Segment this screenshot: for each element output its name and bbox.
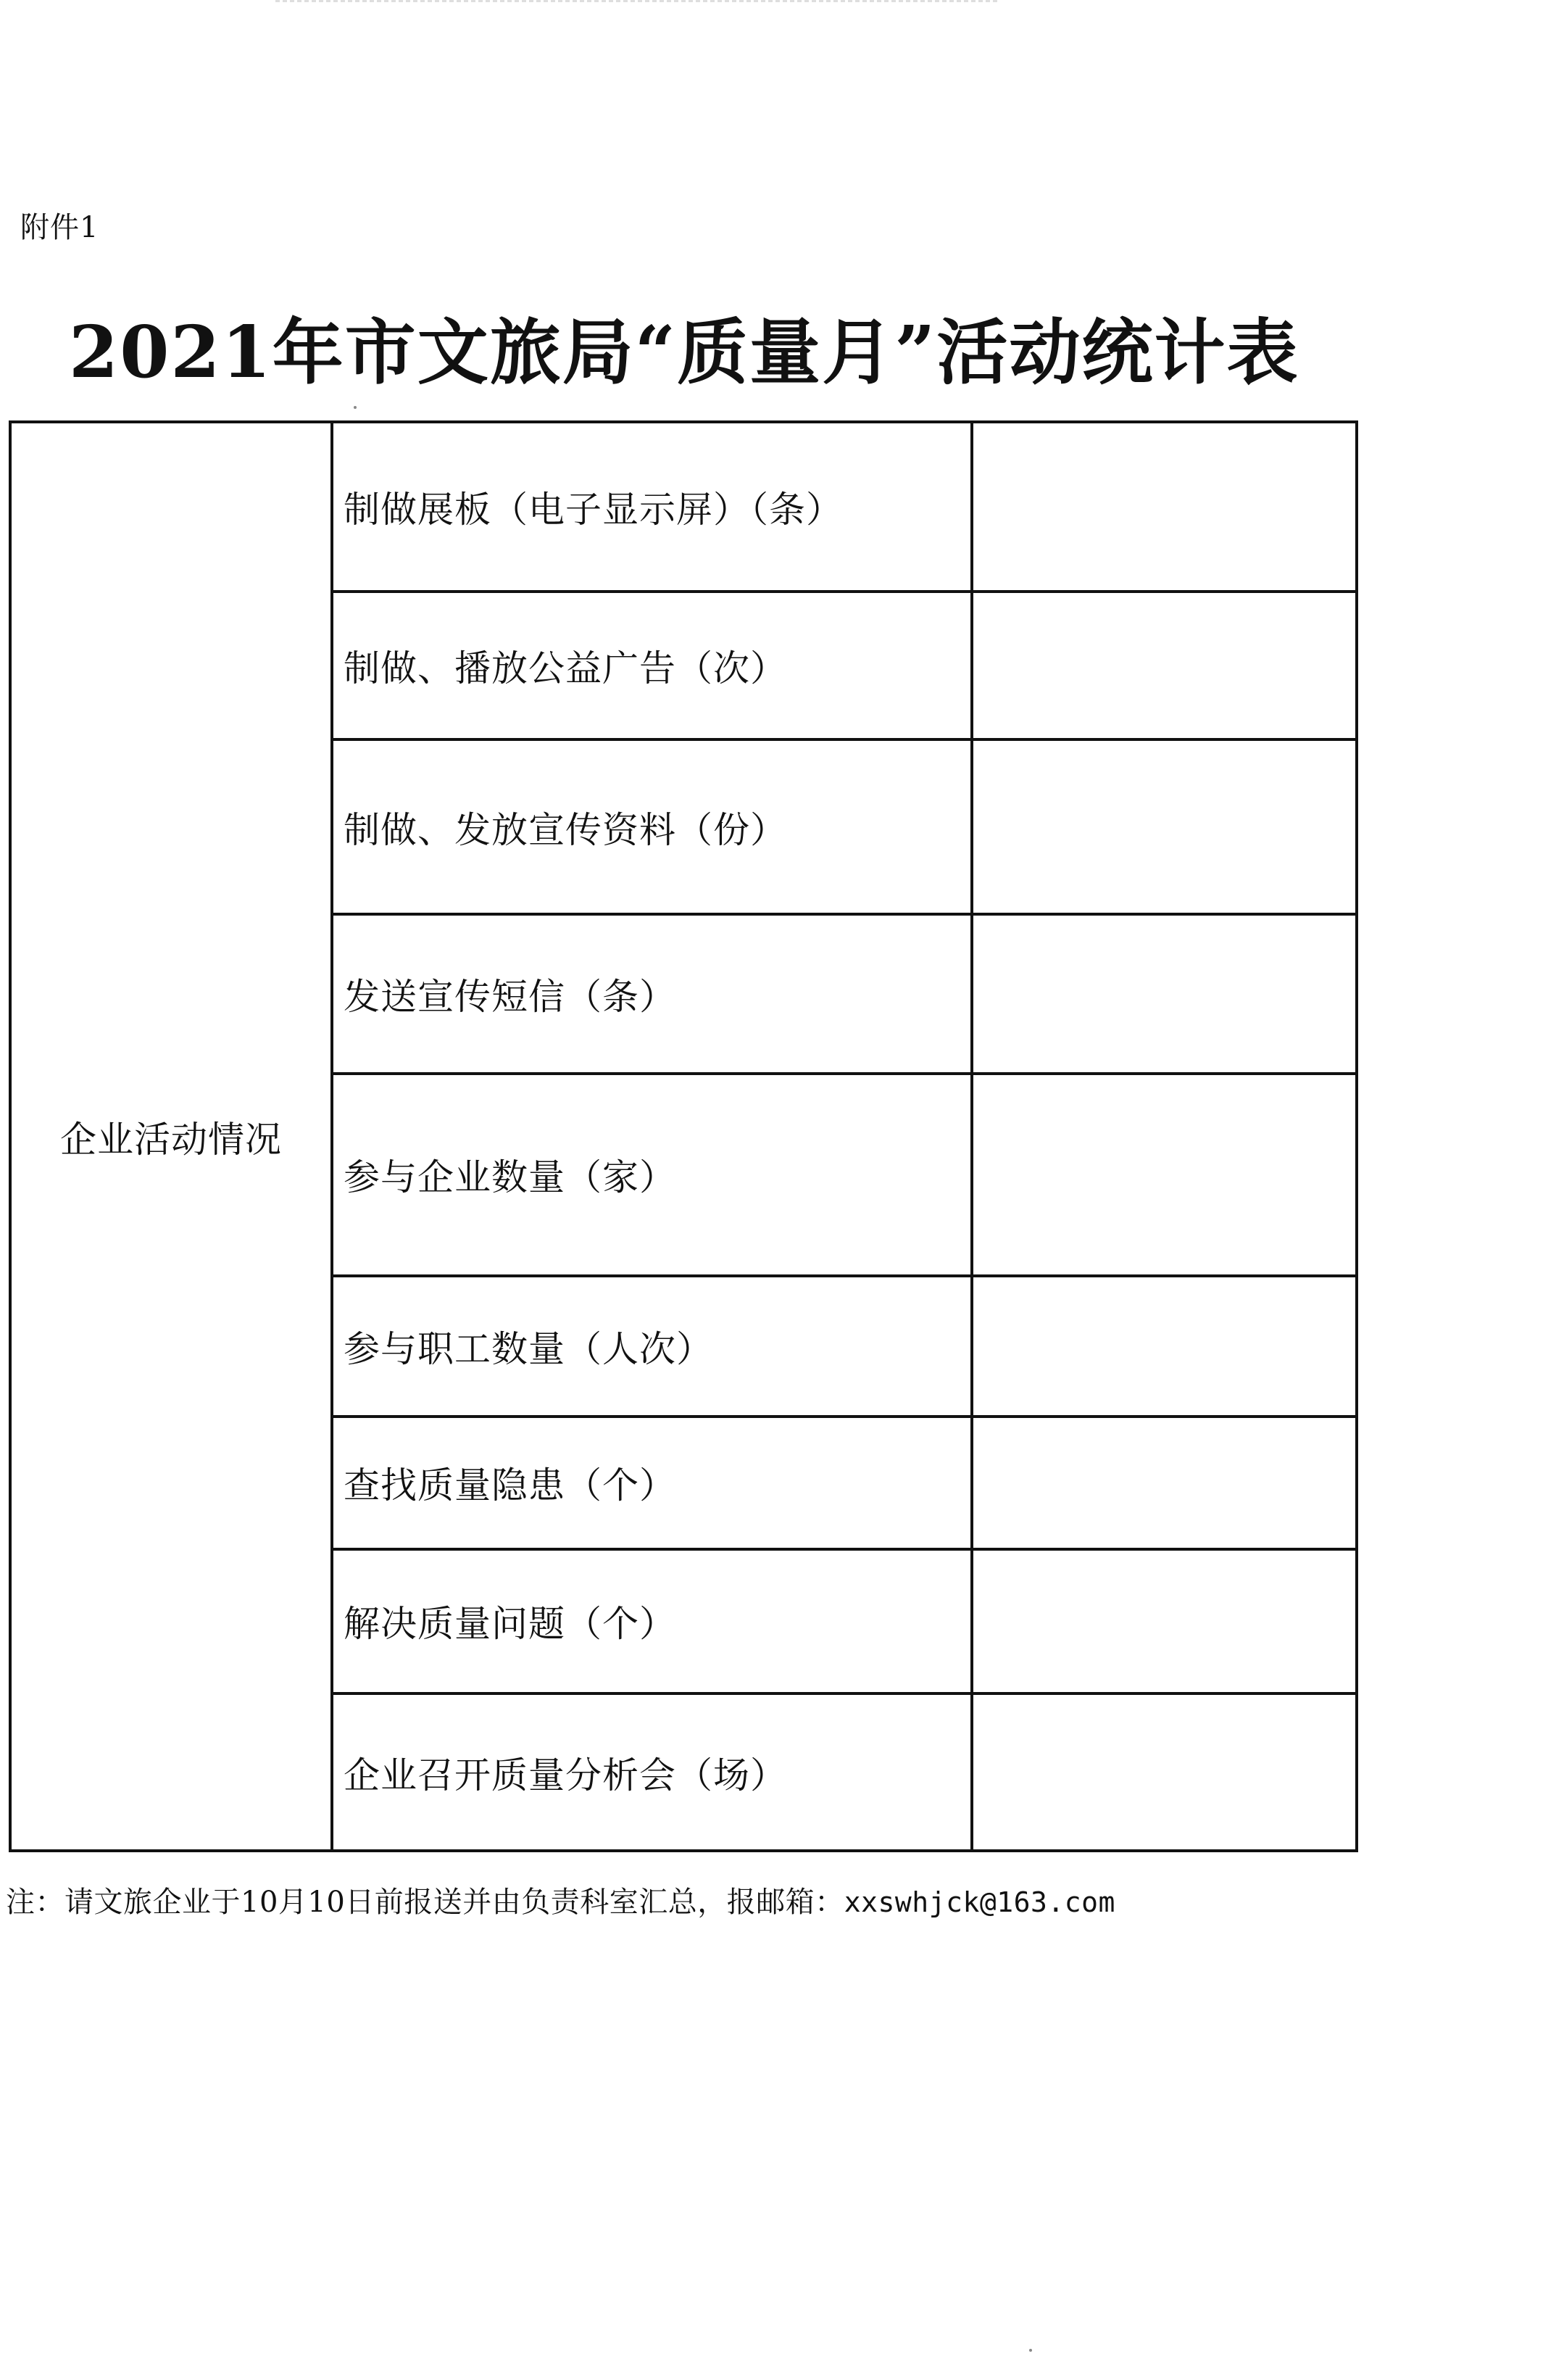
item-label-cell: 解决质量问题（个）	[332, 1549, 972, 1694]
value-input-cell[interactable]	[972, 592, 1357, 739]
value-input-cell[interactable]	[972, 1417, 1357, 1548]
scan-speck	[354, 406, 357, 409]
value-input-cell[interactable]	[972, 1549, 1357, 1694]
footnote-text: 注：请文旅企业于10月10日前报送并由负责科室汇总，报邮箱：	[6, 1886, 844, 1919]
item-label-cell: 制做、播放公益广告（次）	[332, 592, 972, 739]
item-label-cell: 查找质量隐患（个）	[332, 1417, 972, 1548]
item-label-cell: 制做展板（电子显示屏）（条）	[332, 422, 972, 592]
footnote-email: xxswhjck@163.com	[844, 1886, 1115, 1918]
value-input-cell[interactable]	[972, 1693, 1357, 1851]
footnote	[6, 1879, 1115, 1920]
value-input-cell[interactable]	[972, 1074, 1357, 1275]
value-input-cell[interactable]	[972, 914, 1357, 1074]
item-label-cell: 制做、发放宣传资料（份）	[332, 739, 972, 915]
value-input-cell[interactable]	[972, 422, 1357, 592]
item-label-cell: 发送宣传短信（条）	[332, 914, 972, 1074]
scan-speck	[1029, 2349, 1032, 2352]
item-label-cell: 企业召开质量分析会（场）	[332, 1693, 972, 1851]
value-input-cell[interactable]	[972, 739, 1357, 915]
item-label-cell: 参与企业数量（家）	[332, 1074, 972, 1275]
attachment-label: 附件1	[20, 211, 99, 244]
value-input-cell[interactable]	[972, 1276, 1357, 1417]
scan-artifact-line	[275, 0, 1000, 2]
item-label-cell: 参与职工数量（人次）	[332, 1276, 972, 1417]
statistics-table	[9, 420, 1358, 1852]
page-title: 2021年市文旅局“质量月”活动统计表	[69, 311, 1299, 394]
table-row	[10, 422, 1357, 592]
section-label-cell: 企业活动情况	[10, 422, 332, 1851]
